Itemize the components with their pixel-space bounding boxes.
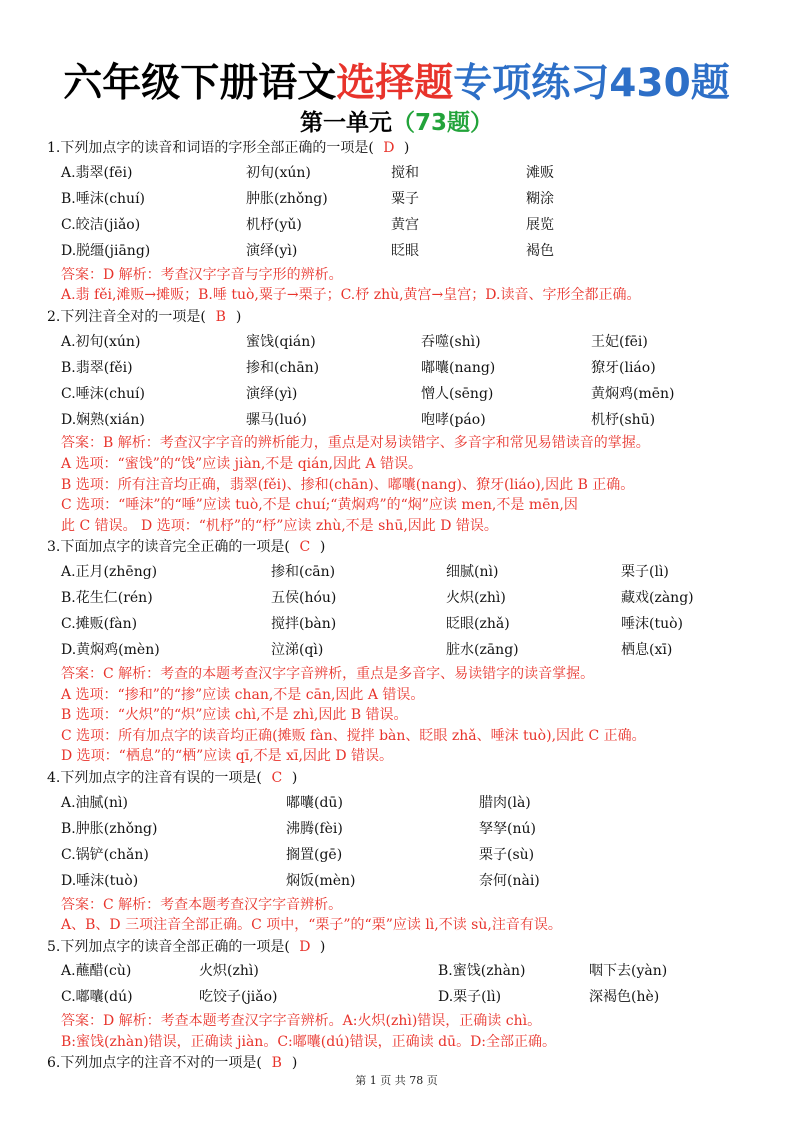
option-cell: 深褐色(hè) [589, 989, 660, 1006]
option-cell: B.翡翠(fěi) [61, 359, 133, 376]
option-row [47, 355, 757, 381]
option-cell: A.翡翠(fēi) [61, 164, 133, 181]
option-row [47, 985, 757, 1011]
option-cell: C.嘟囔(dú) [61, 989, 133, 1006]
answer-explanation: C 选项：所有加点字的读音均正确(摊贩 fàn、搅拌 bàn、眨眼 zhǎ、唾沫 tuò),因此 C 正确。 [61, 727, 646, 744]
option-cell: A.初旬(xún) [61, 333, 141, 350]
option-cell: 搁置(gē) [286, 846, 343, 863]
answer-letter: B [271, 1055, 282, 1072]
option-row [47, 791, 757, 817]
option-cell: 眨眼(zhǎ) [446, 616, 510, 633]
answer-explanation: B:蜜饯(zhàn)错误，正确读 jiàn。C:嘟囔(dú)错误，正确读 dū。D:全部正确。 [61, 1033, 557, 1050]
option-cell: 演绎(yì) [246, 242, 298, 259]
option-cell: 黄宫 [391, 216, 419, 233]
title-part-practice: 专项练习430题 [453, 61, 730, 106]
answer-explanation: C 选项：“唾沫”的“唾”应读 tuò,不是 chuí;“黄焖鸡”的“焖”应读 men,不是 mēn,因 [61, 497, 578, 514]
option-cell: 藏戏(zàng) [621, 590, 694, 607]
option-cell: A.蘸醋(cù) [61, 963, 132, 980]
option-cell: 焖饭(mèn) [286, 872, 356, 889]
question-stem-text: 2.下列注音全对的一项是( [47, 308, 206, 325]
answer-letter: B [215, 308, 226, 325]
page-footer: 第 1 页 共 78 页 [355, 1074, 438, 1087]
option-cell: D.娴熟(xián) [61, 411, 145, 428]
question-stem [47, 536, 757, 560]
option-cell: 火炽(zhì) [199, 963, 259, 980]
option-row [47, 381, 757, 407]
question-stem-close: ) [291, 1055, 298, 1072]
option-row [47, 959, 757, 985]
option-cell: A.油腻(nì) [61, 794, 128, 811]
question-stem-close: ) [319, 539, 326, 556]
option-cell: C.皎洁(jiǎo) [61, 216, 141, 233]
question-block [47, 306, 757, 537]
question-stem [47, 306, 757, 330]
answer-letter: C [271, 769, 283, 786]
question-stem [47, 137, 757, 161]
option-cell: D.栗子(lì) [438, 989, 502, 1006]
option-row [47, 187, 757, 213]
option-cell: 演绎(yì) [246, 385, 298, 402]
option-cell: 唾沫(tuò) [621, 616, 683, 633]
option-row [47, 612, 757, 638]
question-block [47, 767, 757, 936]
option-cell: 五侯(hóu) [271, 590, 337, 607]
option-cell: 火炽(zhì) [446, 590, 506, 607]
question-stem-text: 4.下列加点字的注音有误的一项是( [47, 769, 262, 786]
option-cell: 搅拌(bàn) [271, 616, 337, 633]
title-part-type: 选择题 [336, 61, 454, 106]
question-stem-text: 6.下列加点字的注音不对的一项是( [47, 1055, 262, 1072]
option-cell: 骡马(luó) [246, 411, 307, 428]
answer-explanation: D 选项：“栖息”的“栖”应读 qī,不是 xī,因此 D 错误。 [61, 748, 394, 765]
option-cell: 细腻(nì) [446, 564, 499, 581]
option-cell: 蜜饯(qián) [246, 333, 316, 350]
option-cell: 吞噬(shì) [421, 333, 481, 350]
option-row [47, 638, 757, 664]
question-stem-close: ) [319, 938, 326, 955]
answer-explanation: A、B、D 三项注音全部正确。C 项中，“栗子”的“栗”应读 lì,不读 sù,注音有误。 [61, 917, 562, 934]
question-stem-text: 1.下列加点字的读音和词语的字形全部正确的一项是( [47, 140, 374, 156]
option-cell: 泣涕(qì) [271, 642, 324, 659]
answer-explanation: 此 C 错误。 D 选项：“机杼”的“杼”应读 zhù,不是 shū,因此 D 错误。 [61, 517, 498, 534]
option-cell: 搅和 [391, 164, 419, 181]
option-row [47, 869, 757, 895]
option-cell: D.脱缰(jiāng) [61, 242, 151, 259]
option-cell: 嘟囔(nang) [421, 359, 496, 376]
option-cell: D.唾沫(tuò) [61, 872, 139, 889]
option-row [47, 239, 757, 265]
option-cell: C.锅铲(chǎn) [61, 846, 149, 863]
unit-count: （73题） [391, 110, 493, 136]
option-cell: 肿胀(zhǒng) [246, 190, 328, 207]
title-part-grade: 六年级下册语文 [63, 61, 337, 106]
question-stem-close: ) [235, 308, 242, 325]
option-row [47, 161, 757, 187]
answer-explanation: A 选项：“掺和”的“掺”应读 chan,不是 cān,因此 A 错误。 [61, 686, 425, 703]
question-block [47, 936, 757, 1053]
option-cell: 机杼(shū) [591, 411, 656, 428]
option-cell: B.唾沫(chuí) [61, 190, 146, 207]
unit-name: 第一单元 [299, 110, 392, 136]
option-cell: D.黄焖鸡(mèn) [61, 642, 160, 659]
answer-explanation: 答案：C 解析：考查的本题考查汉字字音辨析，重点是多音字、易读错字的读音掌握。 [61, 665, 595, 682]
option-cell: 咽下去(yàn) [589, 963, 668, 980]
option-cell: 褐色 [526, 242, 554, 259]
option-cell: 奈何(nài) [479, 872, 540, 889]
option-cell: 栗子(lì) [621, 564, 669, 581]
question-stem-close: ) [403, 140, 410, 156]
answer-letter: D [383, 140, 395, 156]
question-block [47, 137, 757, 306]
option-cell: 糊涂 [526, 190, 554, 207]
option-row [47, 560, 757, 586]
option-cell: B.肿胀(zhǒng) [61, 820, 158, 837]
question-stem-text: 5.下列加点字的读音全部正确的一项是( [47, 938, 290, 955]
question-list [47, 137, 757, 1076]
answer-letter: D [299, 938, 311, 955]
option-row [47, 213, 757, 239]
answer-letter: C [299, 539, 311, 556]
answer-explanation: 答案：D 解析：考查本题考查汉字字音辨析。A:火炽(zhì)错误，正确读 chì。 [61, 1013, 542, 1030]
question-stem-text: 3.下面加点字的读音完全正确的一项是( [47, 539, 290, 556]
unit-heading [0, 104, 793, 137]
question-block [47, 536, 757, 767]
option-cell: A.正月(zhēng) [61, 564, 158, 581]
option-cell: B.蜜饯(zhàn) [438, 963, 526, 980]
option-cell: C.唾沫(chuí) [61, 385, 145, 402]
option-cell: 栖息(xī) [621, 642, 673, 659]
option-cell: 机杼(yǔ) [246, 216, 302, 233]
answer-explanation: B 选项：所有注音均正确，翡翠(fěi)、掺和(chān)、嘟囔(nang)、獠牙(liáo),因此 B 正确。 [61, 476, 635, 493]
answer-explanation: A 选项：“蜜饯”的“饯”应读 jiàn,不是 qián,因此 A 错误。 [61, 455, 422, 472]
option-cell: 滩贩 [526, 164, 554, 181]
option-cell: 眨眼 [391, 242, 419, 259]
option-row [47, 407, 757, 433]
option-row [47, 586, 757, 612]
option-cell: 獠牙(liáo) [591, 359, 656, 376]
option-cell: C.摊贩(fàn) [61, 616, 138, 633]
option-cell: 展览 [526, 216, 554, 233]
option-cell: B.花生仁(rén) [61, 590, 153, 607]
option-cell: 嘟囔(dū) [286, 794, 343, 811]
option-cell: 沸腾(fèi) [286, 820, 343, 837]
question-stem [47, 767, 757, 791]
option-cell: 吃饺子(jiǎo) [199, 989, 278, 1006]
answer-explanation: A.翡 fěi,滩贩→摊贩；B.唾 tuò,粟子→栗子；C.杼 zhù,黄宫→皇宫；D.读音、字形全都正确。 [61, 287, 641, 304]
option-cell: 孥孥(nú) [479, 820, 536, 837]
option-cell: 憎人(sēng) [421, 385, 494, 402]
option-cell: 粟子 [391, 190, 419, 207]
answer-explanation: 答案：D 解析：考查汉字字音与字形的辨析。 [61, 266, 343, 283]
option-cell: 腊肉(là) [479, 794, 531, 811]
option-cell: 黄焖鸡(mēn) [591, 385, 675, 402]
option-cell: 脏水(zāng) [446, 642, 519, 659]
option-row [47, 817, 757, 843]
option-cell: 咆哮(páo) [421, 411, 486, 428]
answer-explanation: 答案：C 解析：考查本题考查汉字字音辨析。 [61, 896, 343, 913]
option-row [47, 329, 757, 355]
answer-explanation: B 选项：“火炽”的“炽”应读 chì,不是 zhì,因此 B 错误。 [61, 707, 408, 724]
option-cell: 栗子(sù) [479, 846, 535, 863]
option-cell: 初旬(xún) [246, 164, 311, 181]
option-cell: 掺和(chān) [246, 359, 320, 376]
question-stem [47, 936, 757, 960]
option-cell: 掺和(cān) [271, 564, 336, 581]
document-title [0, 52, 793, 108]
option-row [47, 843, 757, 869]
question-stem-close: ) [291, 769, 298, 786]
answer-explanation: 答案：B 解析：考查汉字字音的辨析能力，重点是对易读错字、多音字和常见易错读音的掌握。 [61, 435, 650, 452]
option-cell: 王妃(fēi) [591, 333, 648, 350]
